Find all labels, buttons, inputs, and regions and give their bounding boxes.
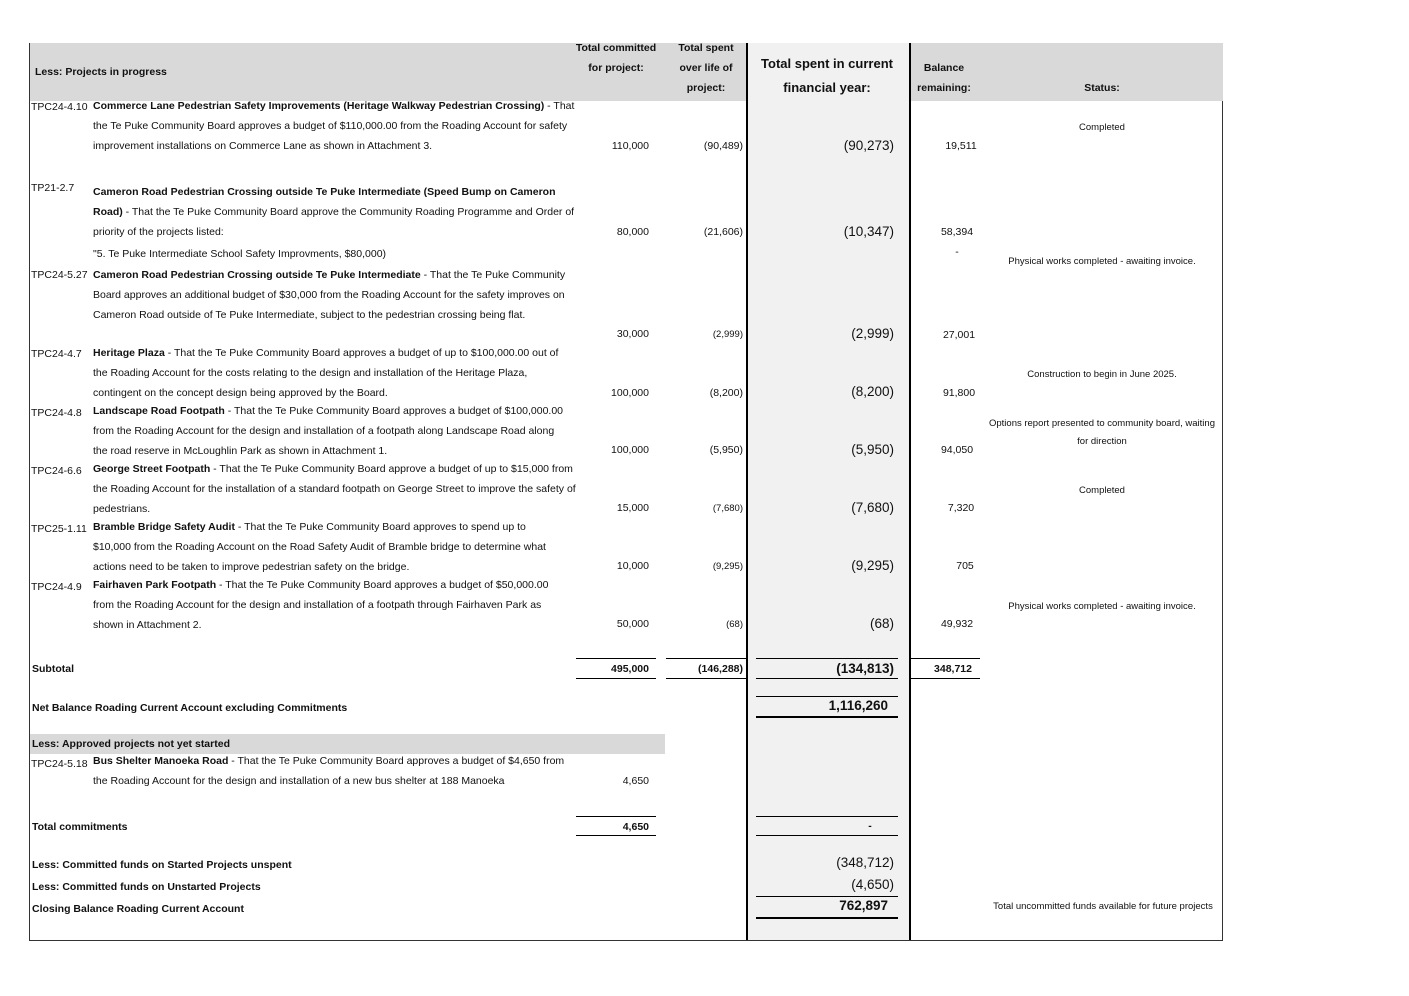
project-committed: 100,000	[611, 387, 649, 399]
project-title: Bus Shelter Manoeka Road	[93, 755, 229, 767]
section-title-not-started: Less: Approved projects not yet started	[32, 738, 230, 750]
project-spent-current: (90,273)	[843, 138, 894, 153]
project-text: - That the Te Puke Community Board approve the Community Roading Programme and Order of priority of the projects listed:	[93, 206, 575, 238]
project-spent-life: (68)	[726, 619, 743, 630]
project-spent-life: (2,999)	[712, 329, 743, 340]
project-title: Bramble Bridge Safety Audit	[93, 521, 235, 533]
project-code: TPC24-5.27	[31, 269, 88, 281]
project-code: TPC24-6.6	[31, 465, 82, 477]
project-status: Physical works completed - awaiting invoice.	[1008, 256, 1196, 267]
project-description	[93, 343, 573, 403]
project-title: Commerce Lane Pedestrian Safety Improvements (Heritage Walkway Pedestrian Crossing)	[93, 100, 545, 112]
total-commitments-current: -	[868, 820, 872, 832]
project-description	[93, 751, 573, 791]
project-balance: 58,394	[940, 226, 974, 238]
table-right-border	[1222, 101, 1223, 941]
project-committed: 4,650	[622, 775, 649, 787]
project-description	[93, 517, 563, 577]
started-unspent-value: (348,712)	[836, 855, 894, 870]
project-committed: 30,000	[616, 328, 649, 340]
subtotal-label: Subtotal	[32, 663, 74, 675]
project-description	[93, 265, 578, 325]
project-committed: 15,000	[616, 502, 649, 514]
closing-note: Total uncommitted funds available for future projects	[993, 901, 1213, 912]
subtotal-spent-life: (146,288)	[698, 663, 743, 675]
col-header-spent-life: Total spent over life of project:	[678, 42, 734, 94]
total-commitments-committed: 4,650	[622, 821, 649, 833]
col-header-balance: Balance remaining:	[917, 62, 971, 94]
project-spent-life: (8,200)	[709, 387, 743, 399]
project-balance: 91,800	[942, 387, 976, 399]
project-description	[93, 575, 553, 635]
project-title: Landscape Road Footpath	[93, 405, 225, 417]
net-balance-rule-top	[756, 696, 898, 697]
project-title: George Street Footpath	[93, 463, 211, 475]
project-balance: 19,511	[945, 140, 977, 152]
project-title: Cameron Road Pedestrian Crossing outside Te Puke Intermediate	[93, 269, 421, 281]
commitments-under-current	[756, 835, 898, 836]
project-code: TPC24-5.18	[31, 758, 88, 770]
started-unspent-label: Less: Committed funds on Started Projects unspent	[32, 859, 292, 871]
project-status: Physical works completed - awaiting invoice.	[1008, 601, 1196, 612]
project-spent-life: (9,295)	[712, 561, 743, 572]
col-header-status: Status:	[1084, 82, 1120, 94]
project-committed: 10,000	[616, 560, 649, 572]
project-balance: 27,001	[942, 329, 976, 341]
project-status: Completed	[1079, 122, 1125, 133]
net-balance-rule-bottom	[756, 716, 898, 718]
project-code: TPC24-4.8	[31, 407, 82, 419]
table-bottom-border	[29, 940, 1223, 941]
project-description	[93, 459, 578, 519]
commitments-rule-current	[756, 816, 898, 817]
project-balance-extra: -	[955, 246, 959, 258]
closing-rule-bottom	[756, 917, 898, 919]
net-balance-label: Net Balance Roading Current Account excluding Commitments	[32, 702, 348, 714]
project-code: TPC24-4.10	[31, 101, 88, 113]
table-left-border	[29, 43, 30, 941]
project-description	[93, 182, 578, 242]
project-code: TPC24-4.9	[31, 581, 82, 593]
closing-balance-label: Closing Balance Roading Current Account	[32, 903, 244, 915]
project-text: - That the Te Puke Community Board approves a budget of $110,000.00 from the Roading Account for safety improvement installations on Commerce Lane as shown in Attachment 3.	[93, 100, 575, 152]
project-text: - That the Te Puke Community Board approves a budget of up to $100,000.00 out of the Roading Account for the costs relating to the design and installation of the Heritage Plaza, contingent on the concept design being approved by the Board.	[93, 347, 559, 399]
project-title: Fairhaven Park Footpath	[93, 579, 217, 591]
subtotal-under-committed	[576, 678, 656, 679]
project-description	[93, 96, 578, 156]
project-spent-current: (5,950)	[851, 442, 894, 457]
project-spent-life: (7,680)	[712, 503, 743, 514]
col-header-committed: Total committed for project:	[575, 42, 657, 74]
project-text: - That the Te Puke Community Board approves a budget of $100,000.00 from the Roading Account for the design and installation of a footpath along Landscape Road along the road reserve in McLoughlin Park as shown in Attachment 1.	[93, 405, 564, 457]
project-spent-current: (10,347)	[843, 224, 894, 239]
subtotal-balance: 348,712	[934, 663, 972, 675]
project-committed: 80,000	[616, 226, 649, 238]
project-status: Completed	[1079, 485, 1125, 496]
subtotal-rule-balance	[910, 658, 980, 659]
project-committed: 110,000	[611, 140, 649, 152]
project-description	[93, 401, 563, 461]
project-spent-current: (9,295)	[851, 558, 894, 573]
closing-balance-value: 762,897	[839, 898, 888, 913]
commitments-under-committed	[576, 835, 656, 836]
net-balance-value: 1,116,260	[828, 698, 888, 713]
project-status: Construction to begin in June 2025.	[1027, 369, 1177, 380]
project-code: TPC25-1.11	[31, 523, 87, 535]
project-committed: 50,000	[616, 618, 649, 630]
subtotal-rule-committed	[576, 658, 656, 659]
subtotal-under-current	[756, 678, 898, 679]
section-title-in-progress: Less: Projects in progress	[35, 66, 167, 78]
closing-rule-top	[756, 896, 898, 897]
project-spent-life: (21,606)	[703, 226, 743, 238]
project-status: Options report presented to community board, waiting for direction	[988, 418, 1215, 447]
commitments-rule-committed	[576, 816, 656, 817]
project-title: Heritage Plaza	[93, 347, 165, 359]
project-text: - That the Te Puke Community Board approves to spend up to $10,000 from the Roading Account on the Road Safety Audit of Bramble bridge to determine what actions need to be taken to improve pedestrian safety on the bridge.	[93, 521, 546, 573]
subtotal-rule-current	[756, 658, 898, 659]
project-text: - That the Te Puke Community Board approves a budget of $4,650 from the Roading Account for the design and installation of a new bus shelter at 188 Manoeka	[93, 755, 565, 787]
project-spent-current: (7,680)	[851, 500, 894, 515]
project-title: Cameron Road Pedestrian Crossing outside Te Puke Intermediate (Speed Bump on Cameron Road)	[93, 186, 556, 218]
subtotal-rule-spent-life	[666, 658, 746, 659]
project-text: - That the Te Puke Community Board approve a budget of up to $15,000 from the Roading Account for the installation of a standard footpath on George Street to improve the safety of pedestrians.	[93, 463, 576, 515]
project-balance: 705	[956, 560, 974, 572]
project-committed: 100,000	[611, 444, 649, 456]
unstarted-label: Less: Committed funds on Unstarted Projects	[32, 881, 261, 893]
unstarted-value: (4,650)	[851, 877, 894, 892]
project-balance: 94,050	[940, 444, 974, 456]
col-header-spent-current: Total spent in current financial year:	[761, 56, 893, 95]
project-code: TPC24-4.7	[31, 348, 82, 360]
project-code: TP21-2.7	[31, 182, 75, 194]
project-balance: 49,932	[940, 618, 974, 630]
project-text: - That the Te Puke Community Board approves a budget of $50,000.00 from the Roading Account for the design and installation of a footpath through Fairhaven Park as shown in Attachment 2.	[93, 579, 549, 631]
project-spent-life: (90,489)	[703, 140, 743, 152]
current-year-column-band	[746, 43, 911, 941]
project-extra-line: "5. Te Puke Intermediate School Safety Improvments, $80,000)	[93, 248, 387, 260]
subtotal-under-balance	[910, 678, 980, 679]
project-spent-current: (2,999)	[851, 326, 894, 341]
subtotal-under-spent-life	[666, 678, 746, 679]
total-commitments-label: Total commitments	[32, 821, 128, 833]
subtotal-committed: 495,000	[611, 663, 649, 675]
project-spent-life: (5,950)	[709, 444, 743, 456]
project-spent-current: (68)	[869, 616, 894, 631]
project-spent-current: (8,200)	[851, 384, 894, 399]
project-balance: 7,320	[947, 502, 975, 514]
project-text: - That the Te Puke Community Board approves an additional budget of $30,000 from the Roading Account for the safety improves on Cameron Road outside of Te Puke Intermediate, subject to the pedestrian crossing being flat.	[93, 269, 566, 321]
subtotal-spent-current: (134,813)	[836, 661, 894, 676]
